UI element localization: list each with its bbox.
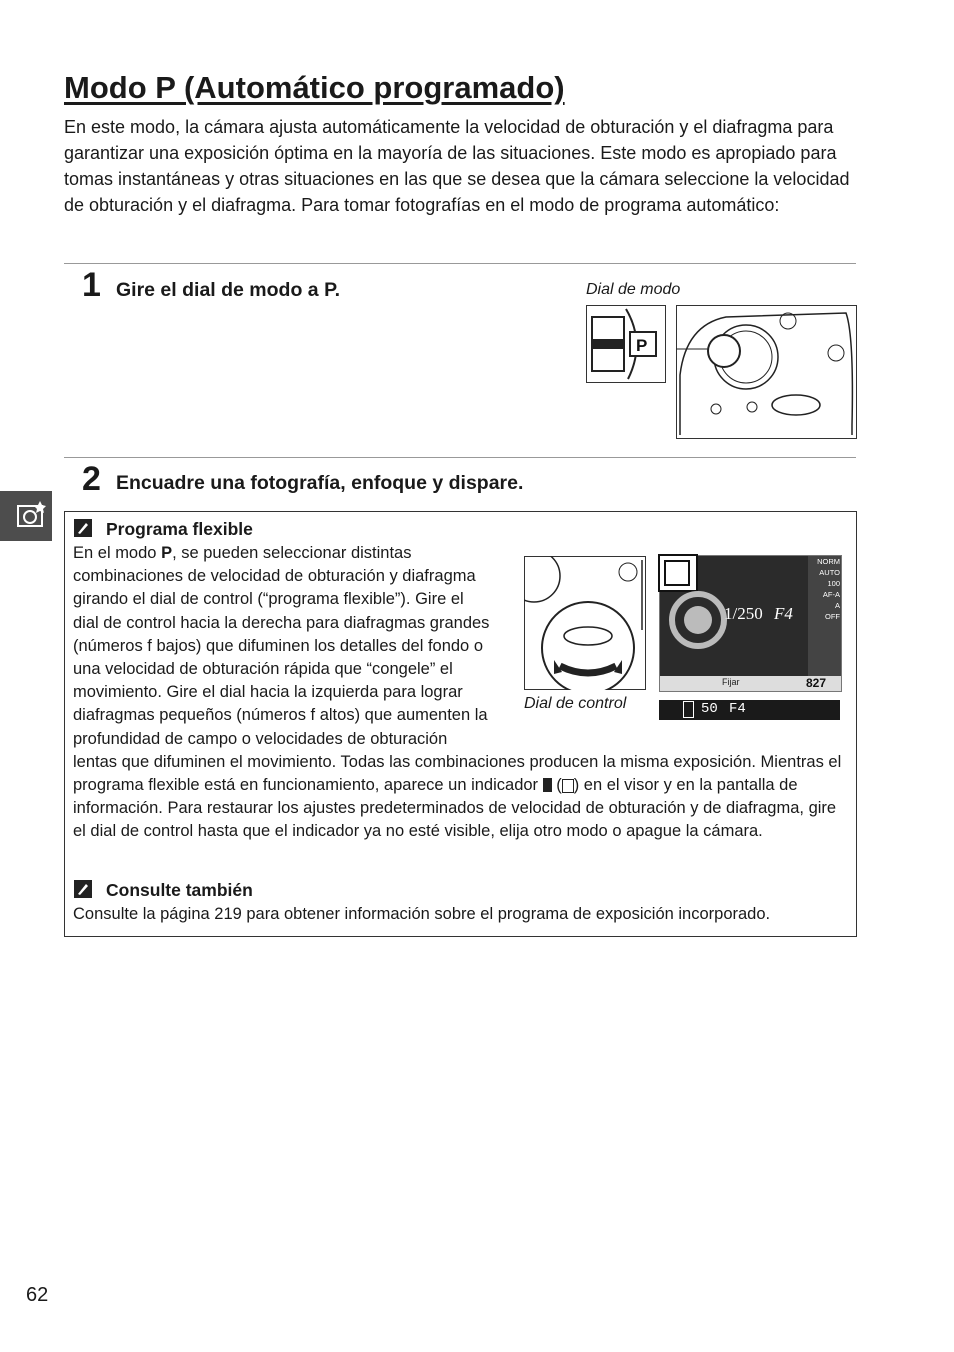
- flexible-indicator-icon: [543, 778, 552, 792]
- note-pencil-icon: [74, 880, 92, 898]
- lcd-right-item: AF-A: [822, 590, 840, 599]
- note-consulte-text: Consulte la página 219 para obtener información sobre el programa de exposición incorporado.: [73, 905, 771, 923]
- step-1-mode-letter: P: [324, 279, 335, 301]
- lcd-shots: 827: [806, 676, 827, 690]
- note-flexible-text-c: ) en el visor y en la pantalla de información. Para restaurar los ajustes predeterminados de velocidad de obturación y de diafragma, gire el dial de control hasta que el indicador ya no esté visible, elija otro modo o apague la cámara.: [73, 776, 837, 841]
- chapter-tab: [0, 491, 52, 541]
- note-flexible-text-a: En el modo: [73, 544, 162, 562]
- step-2-number: 2: [82, 460, 101, 498]
- viewfinder-aperture: F4: [729, 701, 746, 717]
- aperture-ring-icon: [668, 590, 728, 658]
- page-number: 62: [26, 1284, 49, 1306]
- lcd-right-column: [808, 556, 841, 676]
- lcd-fijar: Fijar: [722, 677, 740, 687]
- lcd-right-item: A: [834, 601, 840, 610]
- p-star-icon: [664, 560, 690, 586]
- note-title-programa-flexible: Programa flexible: [106, 519, 253, 539]
- mode-dial-closeup-illustration: [586, 305, 666, 383]
- intro-paragraph: En este modo, la cámara ajusta automáticamente la velocidad de obturación y el diafragma para garantizar una exposición óptima en la mayoría de las situaciones. Este modo es apropiado para tomas instantáneas y otras situaciones en las que se desea que la cámara seleccione la velocidad de obturación y el diafragma. Para tomar fotografías en el modo de programa automático:: [64, 117, 850, 215]
- control-dial-caption: Dial de control: [524, 695, 627, 712]
- page-title: Modo P (Automático programado): [64, 70, 565, 105]
- lcd-right-item: OFF: [825, 612, 840, 621]
- step-1-text-a: Gire el dial de modo a: [116, 279, 325, 301]
- note-pencil-icon: [74, 519, 92, 537]
- lcd-right-item: NORM: [817, 557, 840, 566]
- lcd-aperture: F4: [774, 604, 793, 623]
- note-title-consulte: Consulte también: [106, 880, 253, 900]
- note-flexible-indicator-open: (: [551, 776, 562, 795]
- lcd-right-item: AUTO: [819, 568, 840, 577]
- step-1-number: 1: [82, 266, 101, 304]
- camera-mode-icon: [0, 491, 52, 541]
- lcd-bottom-bar: [660, 676, 841, 691]
- step-1-text: [116, 277, 340, 303]
- viewfinder-flex-indicator-icon: [683, 701, 694, 718]
- control-dial-illustration: [524, 556, 646, 690]
- note-flexible-mode-letter: P: [161, 544, 173, 562]
- viewfinder-display: [659, 700, 840, 720]
- camera-top-illustration: [676, 305, 857, 439]
- svg-text:P: P: [636, 336, 648, 355]
- mode-dial-caption: Dial de modo: [586, 281, 681, 298]
- step-1-text-b: .: [334, 279, 340, 301]
- information-display: [659, 555, 842, 692]
- lcd-shutter: 1/250: [724, 604, 763, 623]
- lcd-right-item: 100: [827, 579, 840, 588]
- note-flexible-text-b: , se pueden seleccionar distintas combinaciones de velocidad de obturación y diafragma girando el dial de control (“programa flexible”). Gire el dial de control hacia la derecha para diafragmas grandes (números f bajos) que difuminen los detalles del fondo o una velocidad de obturación rápida que “congele” el movimiento. Gire el dial hacia la izquierda para lograr diafragmas pequeños (números f altos) que aumenten la profundidad de campo o velocidades de obturación lentas que difuminen el movimiento. Todas las combinaciones producen la misma exposición. Mientras el programa flexible está en funcionamiento, aparece un indicador: [73, 544, 842, 795]
- viewfinder-shutter: 50: [701, 701, 718, 717]
- divider: [64, 457, 856, 458]
- flexible-indicator-p-star-icon: [562, 779, 574, 793]
- divider: [64, 263, 856, 264]
- step-2-text: Encuadre una fotografía, enfoque y dispare.: [116, 472, 524, 494]
